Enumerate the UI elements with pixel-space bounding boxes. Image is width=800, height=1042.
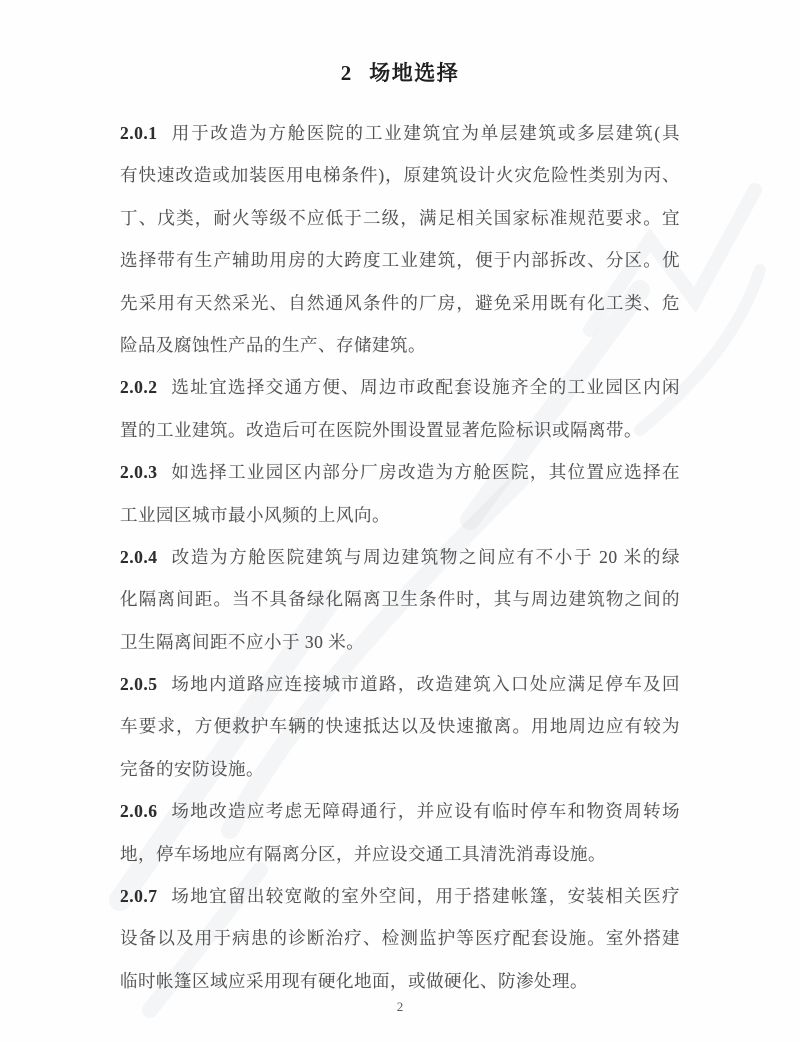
clause-2-0-5 bbox=[120, 663, 680, 790]
text-line bbox=[120, 154, 680, 196]
text-line-content: 丁、戊类，耐火等级不应低于二级，满足相关国家标准规范要求。宜 bbox=[120, 207, 680, 228]
chapter-title-text: 场地选择 bbox=[369, 61, 460, 85]
text-line-content: 用于改造为方舱医院的工业建筑宜为单层建筑或多层建筑(具 bbox=[170, 123, 680, 143]
text-line bbox=[120, 197, 680, 239]
text-line-content: 险品及腐蚀性产品的生产、存储建筑。 bbox=[120, 334, 426, 355]
text-line-content: 改造为方舱医院建筑与周边建筑物之间应有不小于 20 米的绿 bbox=[170, 546, 680, 567]
text-line-content: 车要求，方便救护车辆的快速抵达以及快速撤离。用地周边应有较为 bbox=[120, 716, 680, 737]
text-line-content: 场地改造应考虑无障碍通行，并应设有临时停车和物资周转场 bbox=[170, 801, 680, 822]
text-line-content: 选择带有生产辅助用房的大跨度工业建筑，便于内部拆改、分区。优 bbox=[120, 250, 680, 271]
chapter-number: 2 bbox=[340, 61, 352, 85]
clause-2-0-2 bbox=[120, 366, 680, 451]
text-line-content: 场地宜留出较宽敞的室外空间，用于搭建帐篷，安装相关医疗 bbox=[170, 886, 680, 907]
text-line-content: 临时帐篷区域应采用现有硬化地面，或做硬化、防渗处理。 bbox=[120, 970, 588, 991]
text-line bbox=[120, 409, 680, 451]
text-line bbox=[120, 239, 680, 281]
text-line bbox=[120, 875, 680, 917]
text-line bbox=[120, 748, 680, 790]
text-line-content: 卫生隔离间距不应小于 30 米。 bbox=[120, 631, 365, 652]
clause-2-0-6 bbox=[120, 790, 680, 875]
page-number: 2 bbox=[396, 999, 404, 1014]
clause-2-0-1 bbox=[120, 112, 680, 366]
text-line bbox=[120, 536, 680, 578]
text-line bbox=[120, 578, 680, 620]
section-number: 2.0.7 bbox=[120, 886, 158, 907]
clause-2-0-3 bbox=[120, 451, 680, 536]
text-line-content: 场地内道路应连接城市道路，改造建筑入口处应满足停车及回 bbox=[170, 674, 680, 695]
section-number: 2.0.1 bbox=[120, 123, 158, 143]
text-line bbox=[120, 494, 680, 536]
text-line bbox=[120, 282, 680, 324]
clause-2-0-4 bbox=[120, 536, 680, 663]
text-line-content: 选址宜选择交通方便、周边市政配套设施齐全的工业园区内闲 bbox=[170, 377, 680, 398]
text-line-content: 设备以及用于病患的诊断治疗、检测监护等医疗配套设施。室外搭建 bbox=[120, 928, 680, 949]
text-line bbox=[120, 960, 680, 1002]
text-line-content: 化隔离间距。当不具备绿化隔离卫生条件时，其与周边建筑物之间的 bbox=[120, 589, 680, 610]
text-line-content: 地，停车场地应有隔离分区，并应设交通工具清洗消毒设施。 bbox=[120, 843, 606, 864]
page-content bbox=[120, 0, 680, 1002]
section-number: 2.0.5 bbox=[120, 674, 158, 695]
text-line-content: 完备的安防设施。 bbox=[120, 758, 264, 779]
body-text bbox=[120, 112, 680, 1002]
text-line-content: 有快速改造或加装医用电梯条件)，原建筑设计火灾危险性类别为丙、 bbox=[120, 165, 680, 186]
section-number: 2.0.2 bbox=[120, 377, 158, 398]
text-line bbox=[120, 324, 680, 366]
text-line bbox=[120, 621, 680, 663]
text-line bbox=[120, 112, 680, 154]
section-number: 2.0.6 bbox=[120, 801, 158, 822]
text-line-content: 先采用有天然采光、自然通风条件的厂房，避免采用既有化工类、危 bbox=[120, 292, 680, 313]
text-line bbox=[120, 833, 680, 875]
section-number: 2.0.4 bbox=[120, 546, 158, 567]
text-line bbox=[120, 663, 680, 705]
clause-2-0-7 bbox=[120, 875, 680, 1002]
text-line-content: 如选择工业园区内部分厂房改造为方舱医院，其位置应选择在 bbox=[170, 462, 680, 483]
text-line bbox=[120, 917, 680, 959]
text-line-content: 工业园区城市最小风频的上风向。 bbox=[120, 504, 390, 525]
section-number: 2.0.3 bbox=[120, 462, 158, 483]
text-line bbox=[120, 366, 680, 408]
chapter-title bbox=[120, 58, 680, 88]
text-line bbox=[120, 705, 680, 747]
text-line-content: 置的工业建筑。改造后可在医院外围设置显著危险标识或隔离带。 bbox=[120, 419, 642, 440]
text-line bbox=[120, 451, 680, 493]
text-line bbox=[120, 790, 680, 832]
